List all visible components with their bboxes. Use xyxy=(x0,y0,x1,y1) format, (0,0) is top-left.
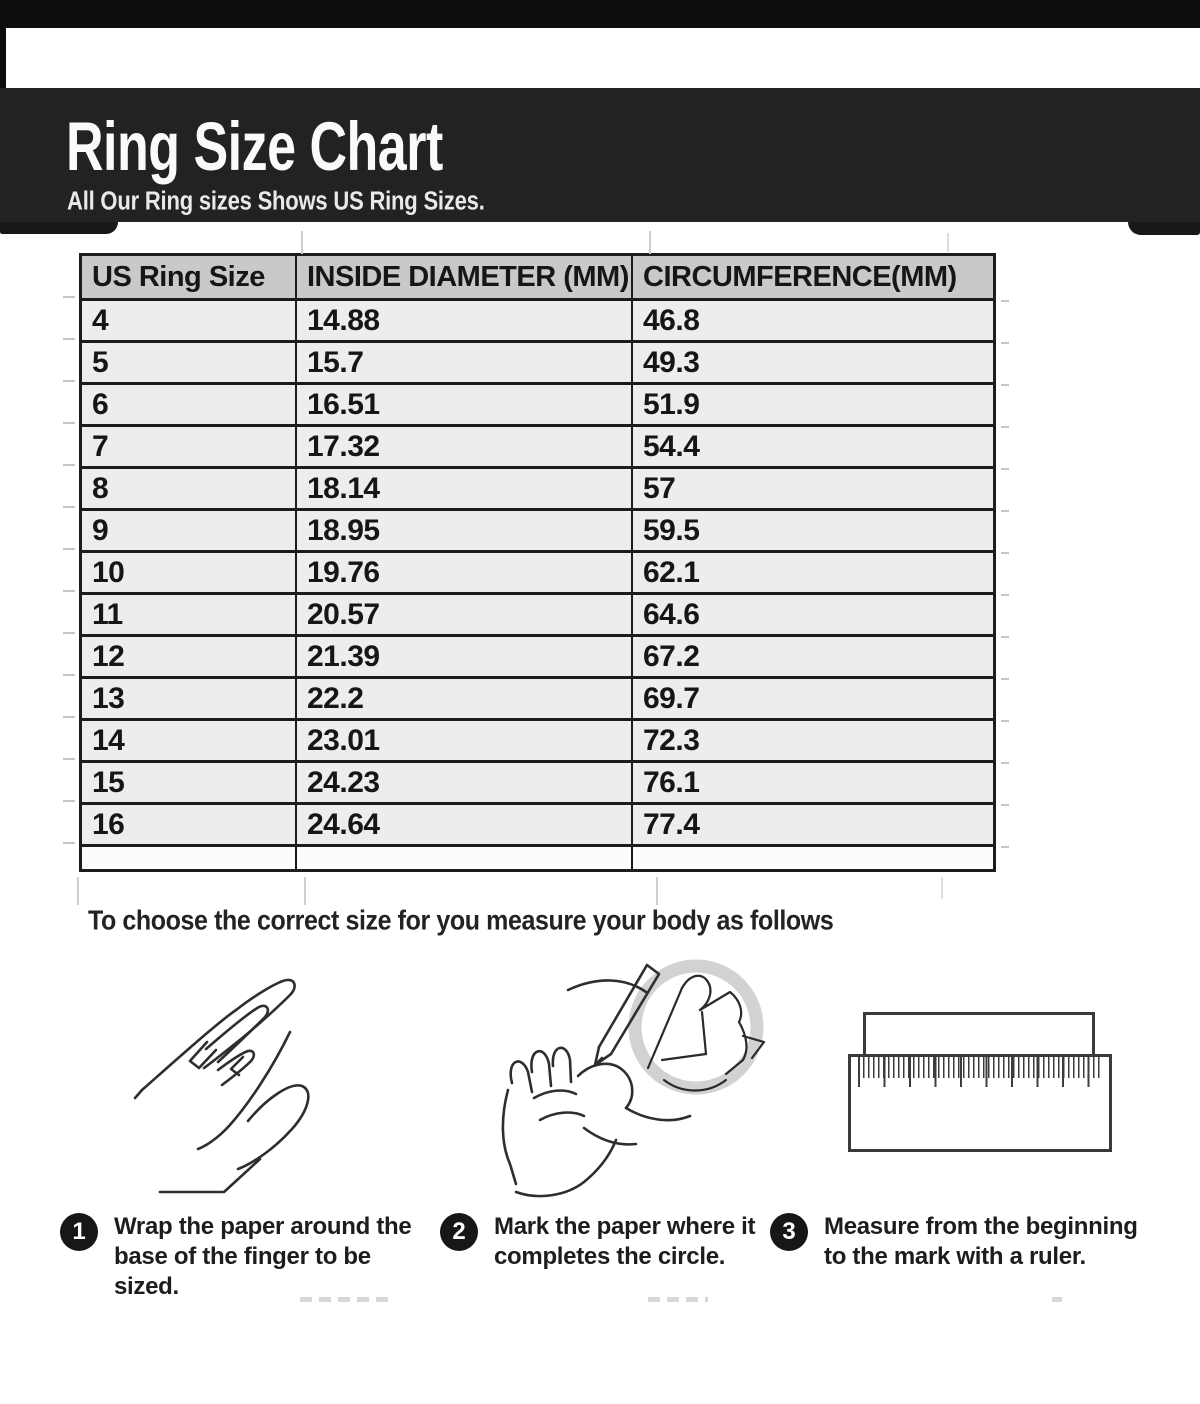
table-cell: 21.39 xyxy=(297,637,631,676)
band-edge-artifact-right xyxy=(1128,222,1200,235)
step-2 xyxy=(440,1212,776,1272)
table-cell: 57 xyxy=(633,469,993,508)
table-cell: 23.01 xyxy=(297,721,631,760)
table-cell: 16 xyxy=(82,805,295,844)
scan-artifact-line xyxy=(656,877,658,905)
table-cell: 13 xyxy=(82,679,295,718)
table-cell: 24.64 xyxy=(297,805,631,844)
scan-artifact-dashes xyxy=(1052,1297,1062,1302)
table-cell: 59.5 xyxy=(633,511,993,550)
table-cell: 14.88 xyxy=(297,301,631,340)
header-white-strip xyxy=(6,28,1200,88)
table-cell: 6 xyxy=(82,385,295,424)
band-edge-artifact-left xyxy=(0,222,118,234)
table-cell: 49.3 xyxy=(633,343,993,382)
table-cell: 12 xyxy=(82,637,295,676)
table-cell: 8 xyxy=(82,469,295,508)
scan-artifact-dashes xyxy=(648,1297,708,1302)
table-cell: 16.51 xyxy=(297,385,631,424)
scan-artifact-line xyxy=(304,877,306,905)
step-2-text: Mark the paper where it completes the circle. xyxy=(494,1213,756,1270)
instructions-intro: To choose the correct size for you measure your body as follows xyxy=(88,905,834,937)
table-cell: 77.4 xyxy=(633,805,993,844)
table-cell: 67.2 xyxy=(633,637,993,676)
table-cell: 7 xyxy=(82,427,295,466)
ruler-illustration xyxy=(845,1010,1117,1150)
step-3-text: Measure from the beginning to the mark with a ruler. xyxy=(824,1213,1138,1270)
step-1-badge: 1 xyxy=(60,1213,98,1251)
table-cell: 64.6 xyxy=(633,595,993,634)
step-3 xyxy=(770,1212,1164,1272)
step-1-text: Wrap the paper around the base of the finger to be sized. xyxy=(114,1213,412,1300)
table-cell: 17.32 xyxy=(297,427,631,466)
header-band xyxy=(0,0,1200,222)
scan-artifact-ticks-left xyxy=(63,296,75,876)
table-cell: 18.95 xyxy=(297,511,631,550)
table-cell: 18.14 xyxy=(297,469,631,508)
hand-icon xyxy=(130,968,354,1196)
table-cell: 51.9 xyxy=(633,385,993,424)
table-cell: 46.8 xyxy=(633,301,993,340)
table-cell-empty xyxy=(82,847,295,869)
scan-artifact-line xyxy=(947,233,949,252)
table-cell: 54.4 xyxy=(633,427,993,466)
table-cell: 4 xyxy=(82,301,295,340)
table-header-cell: INSIDE DIAMETER (MM) xyxy=(297,256,631,298)
step-1 xyxy=(60,1212,436,1302)
ring-size-table xyxy=(79,253,996,872)
header-dark-band xyxy=(0,88,1200,222)
table-cell: 15 xyxy=(82,763,295,802)
step-3-badge: 3 xyxy=(770,1213,808,1251)
scan-artifact-line xyxy=(649,231,651,254)
table-cell: 15.7 xyxy=(297,343,631,382)
ruler-tick-marks-major xyxy=(858,1057,1102,1087)
scan-artifact-line xyxy=(941,877,943,899)
table-header-cell: US Ring Size xyxy=(82,256,295,298)
scan-artifact-ticks-right xyxy=(1001,300,1009,870)
step-2-badge: 2 xyxy=(440,1213,478,1251)
table-cell: 5 xyxy=(82,343,295,382)
page-subtitle: All Our Ring sizes Shows US Ring Sizes. xyxy=(67,186,485,216)
table-cell: 19.76 xyxy=(297,553,631,592)
scan-artifact-line xyxy=(301,231,303,254)
table-cell: 62.1 xyxy=(633,553,993,592)
table-cell: 76.1 xyxy=(633,763,993,802)
table-cell: 11 xyxy=(82,595,295,634)
table-cell-empty xyxy=(633,847,993,869)
table-cell: 69.7 xyxy=(633,679,993,718)
table-cell: 72.3 xyxy=(633,721,993,760)
hand-with-paper-illustration xyxy=(130,968,354,1196)
pencil-hand-icon xyxy=(450,948,782,1200)
table-cell: 22.2 xyxy=(297,679,631,718)
table-cell: 24.23 xyxy=(297,763,631,802)
table-cell: 10 xyxy=(82,553,295,592)
table-cell-empty xyxy=(297,847,631,869)
table-cell: 14 xyxy=(82,721,295,760)
scan-artifact-line xyxy=(77,877,79,905)
table-header-cell: CIRCUMFERENCE(MM) xyxy=(633,256,993,298)
page-title: Ring Size Chart xyxy=(66,109,443,186)
ruler xyxy=(848,1054,1112,1152)
table-cell: 20.57 xyxy=(297,595,631,634)
table-cell: 9 xyxy=(82,511,295,550)
pencil-marking-illustration xyxy=(450,948,782,1200)
